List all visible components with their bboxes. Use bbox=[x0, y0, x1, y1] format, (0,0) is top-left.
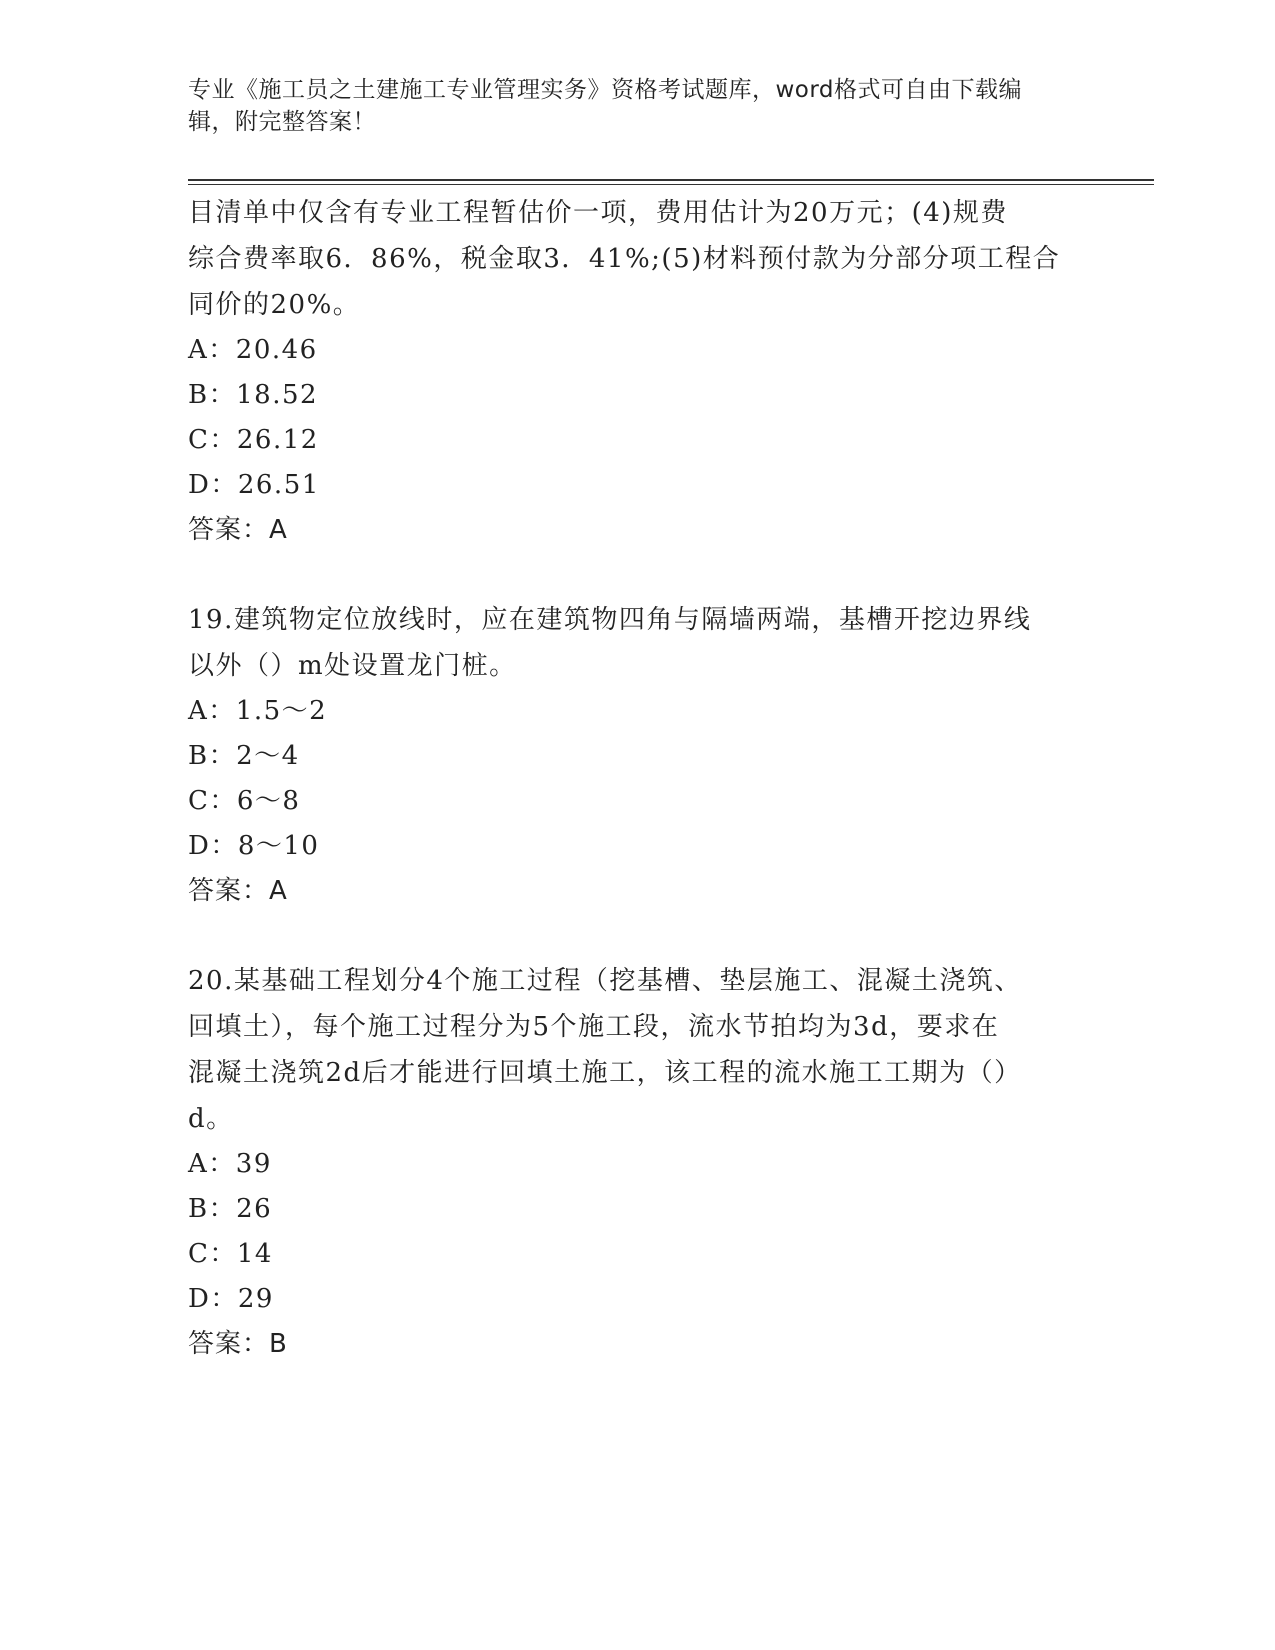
option-a: A：39 bbox=[188, 1149, 272, 1179]
question-stem-line: d。 bbox=[188, 1104, 234, 1134]
question-stem-line: 19.建筑物定位放线时，应在建筑物四角与隔墙两端，基槽开挖边界线 bbox=[188, 605, 1032, 635]
option-b: B：2～4 bbox=[188, 741, 300, 771]
question-stem-line: 目清单中仅含有专业工程暂估价一项，费用估计为20万元；(4)规费 bbox=[188, 198, 1008, 228]
answer-line: 答案：B bbox=[188, 1329, 288, 1359]
question-block bbox=[188, 190, 1088, 553]
page-header bbox=[188, 74, 1068, 138]
question-stem-line: 以外（）m处设置龙门桩。 bbox=[188, 651, 517, 681]
option-a: A：1.5～2 bbox=[188, 696, 328, 726]
question-stem-line: 混凝土浇筑2d后才能进行回填土施工，该工程的流水施工工期为（） bbox=[188, 1058, 1022, 1088]
option-a: A：20.46 bbox=[188, 335, 318, 365]
question-stem-line: 综合费率取6．86%，税金取3．41%;(5)材料预付款为分部分项工程合 bbox=[188, 244, 1061, 274]
question-block bbox=[188, 597, 1088, 914]
header-divider-thick bbox=[188, 179, 1154, 181]
question-stem-line: 回填土），每个施工过程分为5个施工段，流水节拍均为3d，要求在 bbox=[188, 1012, 1000, 1042]
option-d: D：29 bbox=[188, 1284, 274, 1314]
question-stem-line: 20.某基础工程划分4个施工过程（挖基槽、垫层施工、混凝土浇筑、 bbox=[188, 966, 1022, 996]
option-c: C：26.12 bbox=[188, 425, 319, 455]
question-block bbox=[188, 958, 1088, 1367]
option-d: D：26.51 bbox=[188, 470, 320, 500]
question-stem-line: 同价的20%。 bbox=[188, 290, 361, 320]
option-d: D：8～10 bbox=[188, 831, 320, 861]
answer-line: 答案：A bbox=[188, 876, 288, 906]
option-b: B：18.52 bbox=[188, 380, 319, 410]
question-list bbox=[188, 190, 1088, 1367]
header-divider-thin bbox=[188, 184, 1154, 185]
header-line-1: 专业《施工员之土建施工专业管理实务》资格考试题库，word格式可自由下载编 bbox=[188, 77, 1023, 103]
answer-line: 答案：A bbox=[188, 515, 288, 545]
option-c: C：14 bbox=[188, 1239, 273, 1269]
option-c: C：6～8 bbox=[188, 786, 301, 816]
option-b: B：26 bbox=[188, 1194, 273, 1224]
header-line-2: 辑，附完整答案！ bbox=[188, 109, 376, 135]
